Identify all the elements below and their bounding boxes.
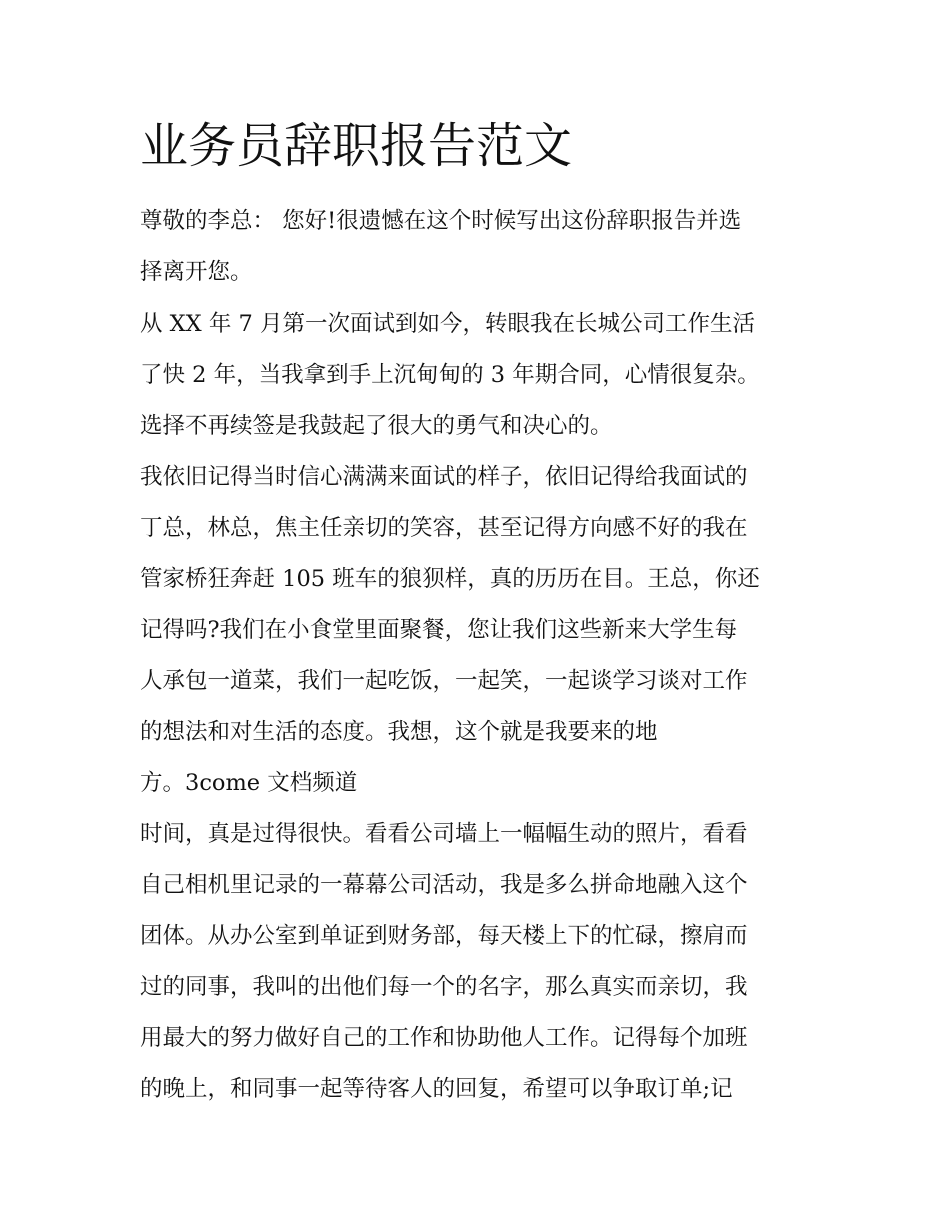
document-title: 业务员辞职报告范文 — [140, 118, 573, 174]
body-line-4: 了快 2 年，当我拿到手上沉甸甸的 3 年期合同，心情很复杂。 — [140, 362, 760, 388]
body-line-11: 的想法和对生活的态度。我想，这个就是我要来的地 — [140, 719, 658, 745]
body-line-18: 的晚上，和同事一起等待客人的回复，希望可以争取订单;记 — [140, 1076, 733, 1102]
body-line-16: 过的同事，我叫的出他们每一个的名字，那么真实而亲切，我 — [140, 974, 748, 1000]
body-line-9: 记得吗?我们在小食堂里面聚餐，您让我们这些新来大学生每 — [140, 617, 738, 643]
body-line-5: 选择不再续签是我鼓起了很大的勇气和决心的。 — [140, 413, 613, 439]
body-line-10: 人承包一道菜，我们一起吃饭，一起笑，一起谈学习谈对工作 — [140, 668, 748, 694]
body-line-14: 自己相机里记录的一幕幕公司活动，我是多么拼命地融入这个 — [140, 872, 748, 898]
body-line-1: 尊敬的李总： 您好!很遗憾在这个时候写出这份辞职报告并选 — [140, 208, 742, 234]
body-line-2: 择离开您。 — [140, 259, 253, 285]
body-line-15: 团体。从办公室到单证到财务部，每天楼上下的忙碌，擦肩而 — [140, 923, 748, 949]
body-line-13: 时间，真是过得很快。看看公司墙上一幅幅生动的照片，看看 — [140, 821, 748, 847]
body-line-3: 从 XX 年 7 月第一次面试到如今，转眼我在长城公司工作生活 — [140, 311, 755, 337]
body-line-6: 我依旧记得当时信心满满来面试的样子，依旧记得给我面试的 — [140, 464, 748, 490]
body-line-17: 用最大的努力做好自己的工作和协助他人工作。记得每个加班 — [140, 1025, 748, 1051]
body-line-12: 方。3come 文档频道 — [140, 770, 358, 796]
body-line-7: 丁总，林总，焦主任亲切的笑容，甚至记得方向感不好的我在 — [140, 515, 748, 541]
body-line-8: 管家桥狂奔赶 105 班车的狼狈样，真的历历在目。王总，你还 — [140, 566, 760, 592]
